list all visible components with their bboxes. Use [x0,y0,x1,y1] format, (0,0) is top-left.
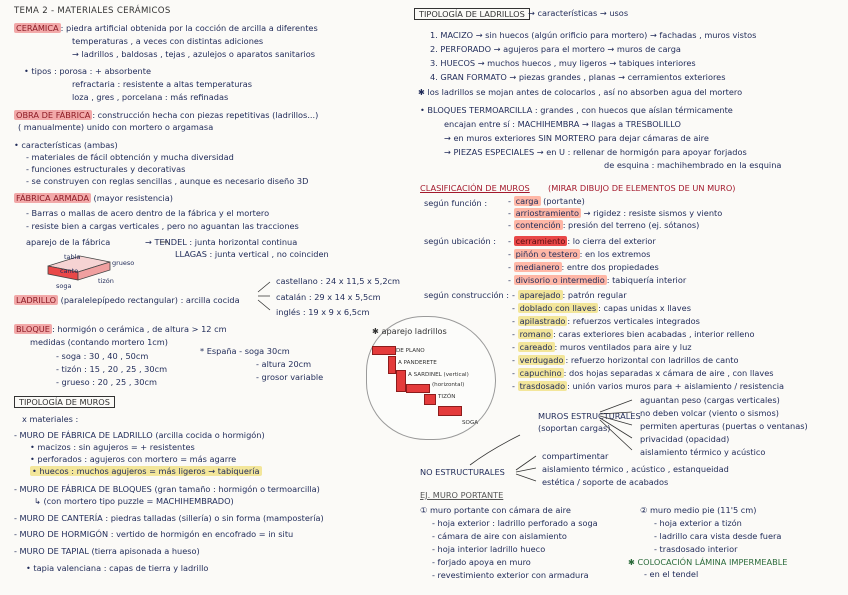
obra-line-2: ( manualmente) unido con mortero o argamasa [18,122,214,132]
muro1-line-2: • macizos : sin agujeros = + resistentes [30,442,195,452]
funcion-1: - carga (portante) [508,196,585,206]
armada-line-2: - Barras o mallas de acero dentro de la fábrica y el mortero [26,208,270,218]
muro1-line-4-text: • huecos : muchos agujeros = más ligeros → tabiquería [32,466,260,476]
construccion-2: - doblado con llaves : capas unidas x llaves [512,303,691,313]
ladrillo-type-4: 4. GRAN FORMATO → piezas grandes , planas → cerramientos exteriores [430,72,726,82]
construccion-3-text: : refuerzos verticales integrados [567,316,700,326]
muro1-line-1: - MURO DE FÁBRICA DE LADRILLO (arcilla cocida o hormigón) [14,430,265,440]
bloque-line-1: : hormigón o cerámica , de altura > 12 cm [51,324,227,334]
bubble-title: ✱ aparejo ladrillos [372,326,447,336]
bloques-line-1: • BLOQUES TERMOARCILLA : grandes , con huecos que aíslan térmicamente [420,105,733,115]
muro5-line-2: • tapia valenciana : capas de tierra y ladrillo [26,563,209,573]
tipologia-ladrillos-heading: TIPOLOGÍA DE LADRILLOS [414,8,530,20]
portante1-title: ① muro portante con cámara de aire [420,505,571,515]
construccion-6: - verdugado : refuerzo horizontal con ladrillos de canto [512,355,739,365]
aparejo-line-3: LLAGAS : junta vertical , no coinciden [175,249,329,259]
construccion-5: - careado : muros ventilados para aire y luz [512,342,692,352]
medida-catalan: catalán : 29 x 14 x 5,5cm [276,292,381,302]
funcion-2-tag: arriostramiento [515,208,580,218]
armada-label: FÁBRICA ARMADA [16,193,89,203]
bloque-line-2: medidas (contando mortero 1cm) [30,337,168,347]
construccion-5-text: : muros ventilados para aire y luz [554,342,692,352]
clasificacion-title: CLASIFICACIÓN DE MUROS [420,183,530,193]
page-title: TEMA 2 - MATERIALES CERÁMICOS [14,6,171,16]
bloques-line-5: de esquina : machihembrado en la esquina [604,160,782,170]
tipos-line-3: loza , gres , porcelana : más refinadas [72,92,229,102]
construccion-7: - capuchino : dos hojas separadas x cámara de aire , con llaves [512,368,774,378]
ubicacion-3-text: : entre dos propiedades [561,262,659,272]
ladrillo-line-1: (paralelepípedo rectangular) : arcilla cocida [60,295,240,305]
estructural-4: privacidad (opacidad) [640,434,730,444]
funcion-1-text: (portante) [543,196,585,206]
muro2-line-1: - MURO DE FÁBRICA DE BLOQUES (gran tamaño : hormigón o termoarcilla) [14,484,320,494]
medida-ingles: inglés : 19 x 9 x 6,5cm [276,307,370,317]
ubicacion-4: - divisorio o intermedio : tabiquería interior [508,275,687,285]
brick-grueso-label: grueso [112,259,135,267]
ubicacion-1: - cerramiento : lo cierra del exterior [508,236,656,246]
bloques-line-3: → en muros exteriores SIN MORTERO para dejar cámaras de aire [444,133,709,143]
construccion-8-text: : unión varios muros para + aislamiento / resistencia [567,381,784,391]
funcion-3-tag: contención [515,220,561,230]
ubicacion-label: según ubicación : [424,236,496,246]
portante1-line-1: - hoja exterior : ladrillo perforado a soga [432,518,598,528]
ubicacion-2-text: : en los extremos [579,249,651,259]
construccion-8-tag: trasdosado [519,381,566,391]
medida-castellano: castellano : 24 x 11,5 x 5,2cm [276,276,401,286]
estructural-5: aislamiento térmico y acústico [640,447,766,457]
construccion-7-text: : dos hojas separadas x cámara de aire , con llaves [563,368,774,378]
lbl-tizon: TIZÓN [438,394,456,400]
carac-line-4: - se construyen con reglas sencillas , aunque es necesario diseño 3D [26,176,309,186]
clasificacion-note: (MIRAR DIBUJO DE ELEMENTOS DE UN MURO) [548,183,736,193]
ubicacion-3-tag: medianero [515,262,560,272]
funcion-2: - arriostramiento → rigidez : resiste sismos y viento [508,208,723,218]
funcion-2-text: → rigidez : resiste sismos y viento [583,208,723,218]
construccion-6-tag: verdugado [519,355,564,365]
construccion-8: - trasdosado : unión varios muros para + aislamiento / resistencia [512,381,784,391]
ladrillo-note: ✱ los ladrillos se mojan antes de colocarlos , así no absorben agua del mortero [418,87,743,97]
portante2-line-5: - en el tendel [644,569,699,579]
ceramica-line-2: temperaturas , a veces con distintas adiciones [72,36,264,46]
ubicacion-3: - medianero : entre dos propiedades [508,262,659,272]
muro4-line: - MURO DE HORMIGÓN : vertido de hormigón en encofrado = in situ [14,529,294,539]
espana-line-1: * España - soga 30cm [200,346,290,356]
lbl-panderete: A PANDERETE [398,360,437,366]
ubicacion-2-tag: piñón o testero [515,249,578,259]
ladrillo-label: LADRILLO [16,295,57,305]
estructural-1: aguantan peso (cargas verticales) [640,395,780,405]
no-estructural-1: compartimentar [542,451,609,461]
brick-soga-label: soga [56,282,72,290]
brick-canto-label: canto [60,267,79,275]
armada-line-1: (mayor resistencia) [93,193,173,203]
no-estructural-3: estética / soporte de acabados [542,477,669,487]
espana-line-3: - grosor variable [256,372,324,382]
portante1-line-3: - hoja interior ladrillo hueco [432,544,546,554]
muro2-line-2: ↳ (con mortero tipo puzzle = MACHIHEMBRADO) [34,496,234,506]
carac-line-2: - materiales de fácil obtención y mucha diversidad [26,152,234,162]
tipologia-muros-heading: TIPOLOGÍA DE MUROS [14,396,115,408]
portante2-line-1: - hoja exterior a tizón [654,518,742,528]
lbl-plano: DE PLANO [396,348,425,354]
tipos-line-2: refractaria : resistente a altas temperaturas [72,79,253,89]
ceramica-label: CERÁMICA [16,23,59,33]
estructurales-line-2: (soportan cargas) [538,423,611,433]
bloque-soga: - soga : 30 , 40 , 50cm [56,351,149,361]
construccion-4-tag: romano [519,329,551,339]
ladrillo-type-2: 2. PERFORADO → agujeros para el mortero → muros de carga [430,44,681,54]
construccion-6-text: : refuerzo horizontal con ladrillos de canto [565,355,739,365]
construccion-1-text: : patrón regular [562,290,627,300]
ubicacion-1-tag: cerramiento [515,236,566,246]
construccion-label: según construcción : [424,290,510,300]
obra-line-1: : construcción hecha con piezas repetitivas (ladrillos...) [92,110,319,120]
funcion-label: según función : [424,198,488,208]
no-estructurales: NO ESTRUCTURALES [420,467,505,477]
construccion-2-text: : capas unidas x llaves [598,303,691,313]
construccion-3: - apilastrado : refuerzos verticales integrados [512,316,700,326]
ubicacion-2: - piñón o testero : en los extremos [508,249,651,259]
aparejo-line-2: → TENDEL : junta horizontal continua [145,237,298,247]
construccion-4: - romano : caras exteriores bien acabadas , interior relleno [512,329,755,339]
portante2-line-3: - trasdosado interior [654,544,738,554]
construccion-4-text: : caras exteriores bien acabadas , interior relleno [552,329,755,339]
no-estructural-2: aislamiento térmico , acústico , estanqueidad [542,464,729,474]
funcion-3: - contención : presión del terreno (ej. sótanos) [508,220,700,230]
ubicacion-1-text: : lo cierra del exterior [567,236,656,246]
ejemplo-title: EJ. MURO PORTANTE [420,490,504,500]
obra-label: OBRA DE FÁBRICA [16,110,91,120]
construccion-2-tag: doblado con llaves [519,303,597,313]
bloque-tizon: - tizón : 15 , 20 , 25 , 30cm [56,364,168,374]
materiales-label: x materiales : [22,414,79,424]
portante2-line-2: - ladrillo cara vista desde fuera [654,531,782,541]
bloque-label: BLOQUE [16,324,50,334]
lbl-sardinel: A SARDINEL (vertical) [408,372,469,378]
ceramica-line-3: → ladrillos , baldosas , tejas , azulejos o aparatos sanitarios [72,49,316,59]
ladrillo-type-3: 3. HUECOS → muchos huecos , muy ligeros → tabiques interiores [430,58,696,68]
construccion-7-tag: capuchino [519,368,562,378]
ladrillo-type-1: 1. MACIZO → sin huecos (algún orificio para mortero) → fachadas , muros vistos [430,30,757,40]
tipologia-arrow: → características → usos [528,8,629,18]
ceramica-line-1: : piedra artificial obtenida por la cocción de arcilla a diferentes [60,23,318,33]
funcion-3-text: : presión del terreno (ej. sótanos) [562,220,700,230]
bloque-grueso: - grueso : 20 , 25 , 30cm [56,377,157,387]
construccion-1-tag: aparejado [519,290,561,300]
brick-tabla-label: tabla [64,253,81,261]
brick-tizon-label: tizón [98,277,114,285]
armada-line-3: - resiste bien a cargas verticales , pero no aguantan las tracciones [26,221,299,231]
portante2-line-4: ✱ COLOCACIÓN LÁMINA IMPERMEABLE [628,557,788,567]
construccion-1: - aparejado : patrón regular [512,290,627,300]
espana-line-2: - altura 20cm [256,359,312,369]
muro3-line: - MURO DE CANTERÍA : piedras talladas (sillería) o sin forma (mampostería) [14,513,324,523]
construccion-5-tag: careado [519,342,553,352]
muro1-line-3: • perforados : agujeros con mortero = más agarre [30,454,237,464]
carac-line-1: • características (ambas) [14,140,118,150]
estructural-2: no deben volcar (viento o sismos) [640,408,779,418]
aparejo-line-1: aparejo de la fábrica [26,237,111,247]
lbl-soga: SOGA [462,420,479,426]
bloques-line-2: encajan entre sí : MACHIHEMBRA → llagas a TRESBOLILLO [444,119,681,129]
ubicacion-4-text: : tabiquería interior [606,275,687,285]
portante2-title: ② muro medio pie (11'5 cm) [640,505,757,515]
estructurales-line-1: MUROS ESTRUCTURALES [538,411,641,421]
construccion-3-tag: apilastrado [519,316,566,326]
bloques-line-4: → PIEZAS ESPECIALES → en U : rellenar de hormigón para apoyar forjados [444,147,747,157]
funcion-1-tag: carga [515,196,539,206]
portante1-line-2: - cámara de aire con aislamiento [432,531,567,541]
portante1-line-5: - revestimiento exterior con armadura [432,570,589,580]
ubicacion-4-tag: divisorio o intermedio [515,275,605,285]
lbl-horizontal: (horizontal) [432,382,465,388]
estructural-3: permiten aperturas (puertas o ventanas) [640,421,808,431]
muro5-line-1: - MURO DE TAPIAL (tierra apisonada a hueso) [14,546,200,556]
carac-line-3: - funciones estructurales y decorativas [26,164,186,174]
portante1-line-4: - forjado apoya en muro [432,557,531,567]
tipos-line-1: • tipos : porosa : + absorbente [24,66,151,76]
